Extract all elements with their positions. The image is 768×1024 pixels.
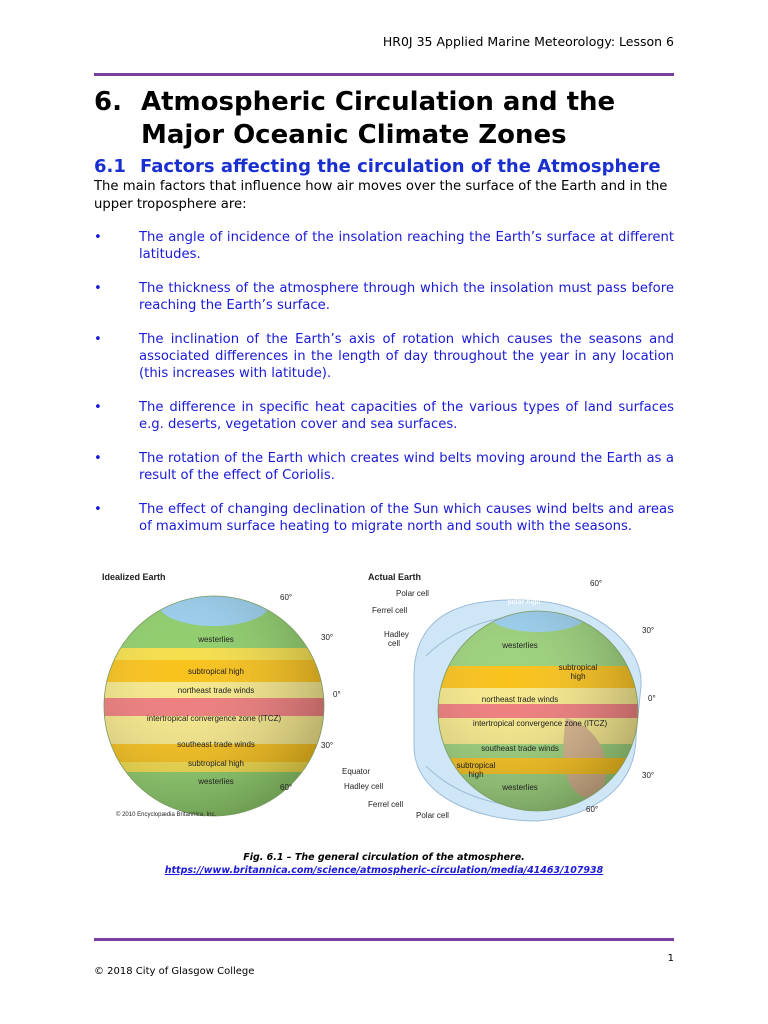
list-item xyxy=(94,229,674,263)
idealized-globe xyxy=(96,582,336,826)
polar-cell-south-label: Polar cell xyxy=(416,811,449,820)
source-link[interactable]: https://www.britannica.com/science/atmospheric-circulation/media/41463/107938 xyxy=(164,865,604,876)
section-title: Factors affecting the circulation of the Atmosphere xyxy=(140,156,661,177)
polar-high-label: polar high xyxy=(197,584,231,593)
actual-subtropical-high-south-label-2: high xyxy=(468,770,484,779)
actual-ne-trade-winds-label: northeast trade winds xyxy=(481,695,559,704)
list-item xyxy=(94,450,674,484)
header-divider xyxy=(94,73,674,76)
actual-lat-0-label: 0° xyxy=(648,694,656,703)
actual-subtropical-high-south-label-1: subtropical xyxy=(456,761,496,770)
intro-paragraph: The main factors that influence how air moves over the surface of the Earth and in the upper troposphere are: xyxy=(94,179,668,212)
copyright-credit: © 2010 Encyclopædia Britannica, Inc. xyxy=(116,812,217,818)
bullet-icon: • xyxy=(94,281,102,296)
lat-0-label: 0° xyxy=(333,690,341,699)
list-item xyxy=(94,331,674,382)
section-heading xyxy=(94,156,661,177)
document-header: HR0J 35 Applied Marine Meteorology: Lesson 6 xyxy=(382,34,674,49)
hadley-cell-label-1: Hadley xyxy=(384,630,409,639)
list-item-text: The rotation of the Earth which creates wind belts moving around the Earth as a result of the effect of Coriolis. xyxy=(139,451,674,483)
circulation-diagram xyxy=(96,566,674,826)
ferrel-cell-label: Ferrel cell xyxy=(372,606,408,615)
chapter-number: 6. xyxy=(94,87,122,117)
actual-se-trade-winds-label: southeast trade winds xyxy=(481,744,559,753)
ferrel-cell-south-label: Ferrel cell xyxy=(368,800,404,809)
actual-subtropical-high-label-2: high xyxy=(570,672,586,681)
list-item-text: The inclination of the Earth’s axis of rotation which causes the seasons and associated differences in the length of day throughout the year in any location (this increases with latitude). xyxy=(139,332,674,381)
actual-westerlies-south-label: westerlies xyxy=(502,783,538,792)
bullet-icon: • xyxy=(94,400,102,415)
ne-trade-winds-label: northeast trade winds xyxy=(177,686,255,695)
bullet-icon: • xyxy=(94,502,102,517)
list-item-text: The angle of incidence of the insolation reaching the Earth’s surface at different latitudes. xyxy=(139,230,674,262)
list-item-text: The effect of changing declination of the Sun which causes wind belts and areas of maximum surface heating to migrate north and south with the seasons. xyxy=(139,502,674,534)
actual-lat-60s-label: 60° xyxy=(586,805,599,814)
section-number: 6.1 xyxy=(94,156,126,177)
list-item-text: The thickness of the atmosphere through which the insolation must pass before reaching the Earth’s surface. xyxy=(139,281,674,313)
bullet-icon: • xyxy=(94,332,102,347)
itcz-label: intertropical convergence zone (ITCZ) xyxy=(146,714,282,723)
equator-label: Equator xyxy=(342,767,371,776)
actual-subtropical-high-label-1: subtropical xyxy=(558,663,598,672)
actual-earth-title: Actual Earth xyxy=(368,572,422,582)
footer-divider xyxy=(94,938,674,941)
westerlies-label: westerlies xyxy=(198,635,234,644)
factor-list xyxy=(94,229,674,552)
list-item xyxy=(94,501,674,535)
idealized-earth-title: Idealized Earth xyxy=(102,572,166,582)
caption-text: Fig. 6.1 – The general circulation of the atmosphere. xyxy=(243,852,525,863)
page-number: 1 xyxy=(667,953,674,964)
bullet-icon: • xyxy=(94,451,102,466)
list-item xyxy=(94,399,674,433)
title-line-1: Atmospheric Circulation and the xyxy=(141,87,616,117)
hadley-cell-label-2: cell xyxy=(388,639,401,648)
bullet-icon: • xyxy=(94,230,102,245)
lat-60n-label: 60° xyxy=(280,593,293,602)
se-trade-winds-label: southeast trade winds xyxy=(177,740,255,749)
footer-copyright: © 2018 City of Glasgow College xyxy=(94,966,255,977)
subtropical-high-label: subtropical high xyxy=(187,667,245,676)
title-line-2: Major Oceanic Climate Zones xyxy=(141,120,567,150)
list-item xyxy=(94,280,674,314)
subtropical-high-south-label: subtropical high xyxy=(187,759,245,768)
lat-30n-label: 30° xyxy=(321,633,334,642)
figure-caption xyxy=(94,852,674,876)
actual-lat-30n-label: 30° xyxy=(642,626,655,635)
lat-60s-label: 60° xyxy=(280,783,293,792)
hadley-cell-south-label: Hadley cell xyxy=(344,782,384,791)
actual-polar-high-label: polar high xyxy=(507,597,541,606)
actual-lat-30s-label: 30° xyxy=(642,771,655,780)
actual-lat-60n-label: 60° xyxy=(590,579,603,588)
polar-cell-label: Polar cell xyxy=(396,589,429,598)
actual-westerlies-label: westerlies xyxy=(502,641,538,650)
list-item-text: The difference in specific heat capacities of the various types of land surfaces e.g. deserts, vegetation cover and sea surfaces. xyxy=(139,400,674,432)
circulation-figure xyxy=(96,566,674,826)
westerlies-south-label: westerlies xyxy=(198,777,234,786)
actual-itcz-label: intertropical convergence zone (ITCZ) xyxy=(472,719,608,728)
lat-30s-label: 30° xyxy=(321,741,334,750)
